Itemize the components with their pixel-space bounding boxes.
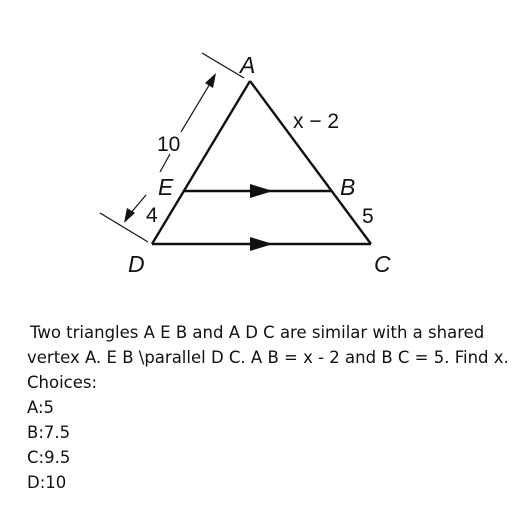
dimension-line-upper: [181, 82, 211, 132]
question-text-line-1: Two triangles A E B and A D C are similar with a shared: [30, 323, 485, 342]
vertex-label-a: A: [240, 52, 256, 78]
label-ed-length: 4: [146, 204, 158, 227]
choice-b: B:7.5: [27, 423, 71, 442]
choice-a: A:5: [27, 398, 55, 417]
choices-label: Choices:: [27, 373, 98, 392]
extension-line-d: [100, 213, 148, 242]
choice-d: D:10: [27, 473, 67, 492]
label-ab-length: x − 2: [293, 110, 340, 133]
question-text-line-2: vertex A. E B \parallel D C. A B = x - 2 and B C = 5. Find x.: [27, 348, 509, 367]
choice-c: C:9.5: [27, 448, 71, 467]
vertex-label-e: E: [158, 174, 174, 200]
label-ae-length: 10: [157, 133, 181, 156]
parallel-arrow-eb: [250, 184, 273, 198]
parallel-arrow-dc: [250, 237, 273, 251]
side-ac: [250, 81, 371, 244]
side-ad: [152, 81, 250, 244]
vertex-label-d: D: [128, 251, 145, 277]
vertex-label-c: C: [374, 251, 391, 277]
vertex-label-b: B: [340, 174, 356, 200]
dimension-line-middle: [160, 154, 170, 172]
extension-line-a: [202, 53, 244, 78]
dimension-arrowhead-top: [205, 73, 216, 88]
question-block: [27, 320, 509, 495]
label-bc-length: 5: [362, 205, 374, 228]
dimension-line-lower: [130, 195, 146, 214]
